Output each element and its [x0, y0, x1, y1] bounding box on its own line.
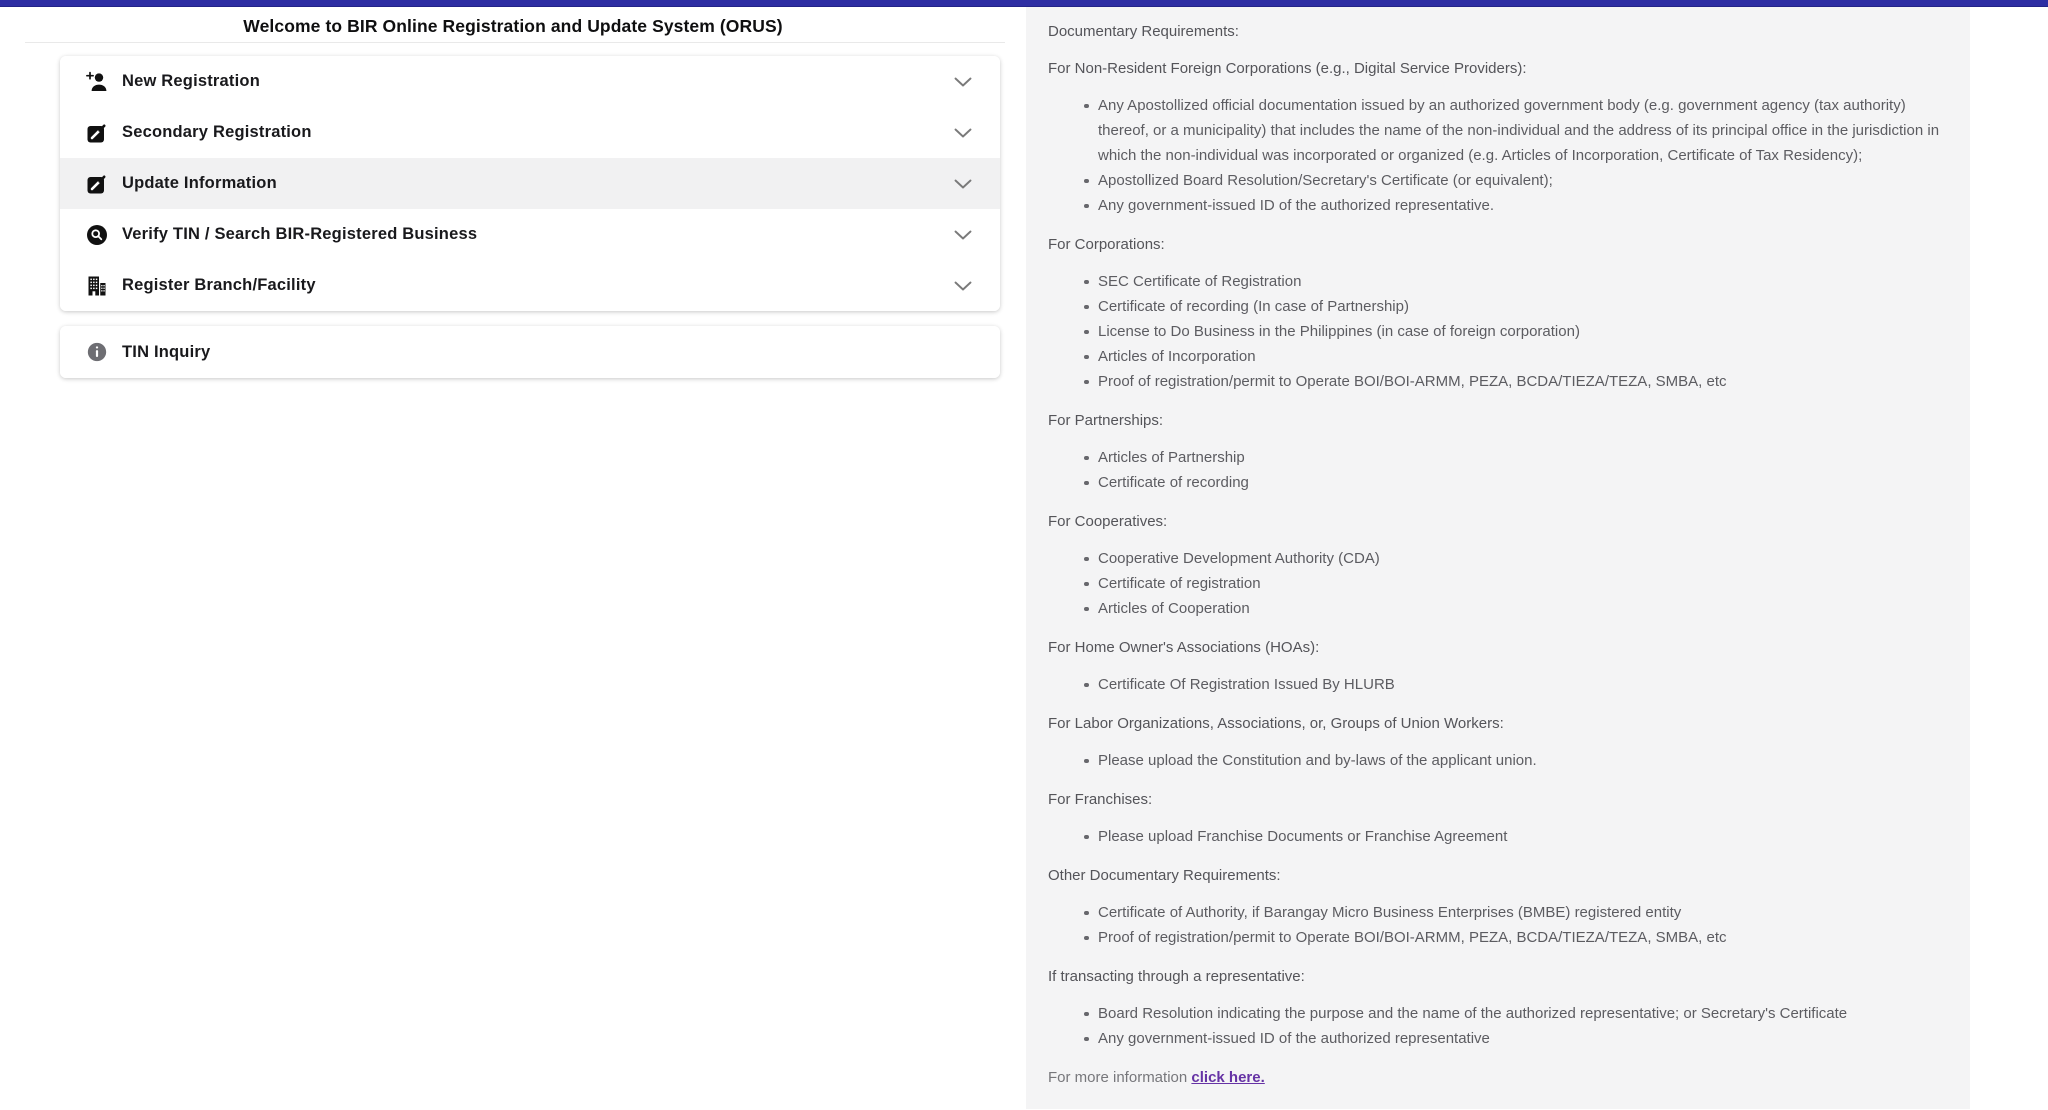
chevron-down-icon	[954, 179, 972, 189]
requirements-section-heading: For Franchises:	[1048, 791, 1153, 808]
menu-item-label: Update Information	[122, 174, 277, 192]
requirement-item: Certificate of Authority, if Barangay Micro Business Enterprises (BMBE) registered entity	[1082, 900, 1940, 925]
requirement-item: Proof of registration/permit to Operate BOI/BOI-ARMM, PEZA, BCDA/TIEZA/TEZA, SMBA, etc	[1082, 925, 1940, 950]
requirements-list	[1048, 824, 1940, 849]
requirements-list	[1048, 748, 1940, 773]
click-here-link[interactable]: click here.	[1191, 1069, 1265, 1086]
tin-inquiry-card	[60, 326, 1000, 378]
menu-item-update-information[interactable]	[60, 158, 1000, 209]
requirements-list	[1048, 1001, 1940, 1051]
requirements-section-heading: For Corporations:	[1048, 236, 1165, 253]
more-info-footer	[1048, 1065, 1940, 1090]
menu-item-secondary-registration[interactable]	[60, 107, 1000, 158]
page-title: Welcome to BIR Online Registration and Update System (ORUS)	[243, 16, 783, 36]
requirement-item: Please upload the Constitution and by-laws of the applicant union.	[1082, 748, 1940, 773]
menu-item-tin-inquiry[interactable]	[60, 326, 1000, 378]
requirement-item: Articles of Partnership	[1082, 445, 1940, 470]
requirements-list	[1048, 546, 1940, 621]
chevron-down-icon	[954, 281, 972, 291]
requirements-section-heading: For Cooperatives:	[1048, 513, 1168, 530]
requirements-list	[1048, 672, 1940, 697]
requirements-list	[1048, 900, 1940, 950]
requirements-section-heading: For Non-Resident Foreign Corporations (e.g., Digital Service Providers):	[1048, 60, 1527, 77]
requirement-item: Apostollized Board Resolution/Secretary's Certificate (or equivalent);	[1082, 168, 1940, 193]
requirement-item: Certificate of recording	[1082, 470, 1940, 495]
requirements-list	[1048, 93, 1940, 218]
requirement-item: Cooperative Development Authority (CDA)	[1082, 546, 1940, 571]
requirements-section	[1048, 635, 1940, 697]
top-accent-bar	[0, 0, 2048, 7]
chevron-down-icon	[954, 128, 972, 138]
chevron-down-icon	[954, 230, 972, 240]
requirements-panel	[1026, 7, 1970, 1109]
info-icon	[85, 340, 109, 364]
requirements-section	[1048, 509, 1940, 621]
requirement-item: Certificate of registration	[1082, 571, 1940, 596]
requirements-section	[1048, 863, 1940, 950]
requirements-list	[1048, 269, 1940, 394]
building-icon	[85, 274, 109, 298]
requirement-item: Articles of Incorporation	[1082, 344, 1940, 369]
menu-item-label: Register Branch/Facility	[122, 276, 316, 294]
menu-item-new-registration[interactable]	[60, 56, 1000, 107]
requirements-section-heading: For Home Owner's Associations (HOAs):	[1048, 639, 1320, 656]
chevron-down-icon	[954, 77, 972, 87]
requirement-item: Any Apostollized official documentation issued by an authorized government body (e.g. government agency (tax authority) thereof, or a municipality) that includes the name of the non-individual and the address of its principal office in the jurisdiction in which the non-individual was incorporated or organized (e.g. Articles of Incorporation, Certificate of Tax Residency);	[1082, 93, 1940, 168]
accordion-menu	[60, 56, 1000, 311]
requirement-item: Certificate Of Registration Issued By HLURB	[1082, 672, 1940, 697]
requirements-section	[1048, 408, 1940, 495]
requirements-section-heading: If transacting through a representative:	[1048, 968, 1305, 985]
requirements-section	[1048, 711, 1940, 773]
requirements-section	[1048, 787, 1940, 849]
menu-item-label: New Registration	[122, 72, 260, 90]
requirement-item: Any government-issued ID of the authorized representative	[1082, 1026, 1940, 1051]
edit-icon	[85, 172, 109, 196]
right-gutter	[1970, 7, 2048, 1109]
main-menu-column	[0, 7, 1026, 1109]
requirement-item: Certificate of recording (In case of Partnership)	[1082, 294, 1940, 319]
requirements-section	[1048, 232, 1940, 394]
requirement-item: License to Do Business in the Philippines (in case of foreign corporation)	[1082, 319, 1940, 344]
menu-item-label: Secondary Registration	[122, 123, 312, 141]
title-divider	[25, 42, 1005, 43]
requirements-section	[1048, 964, 1940, 1051]
requirement-item: Proof of registration/permit to Operate BOI/BOI-ARMM, PEZA, BCDA/TIEZA/TEZA, SMBA, etc	[1082, 369, 1940, 394]
requirements-section-heading: For Labor Organizations, Associations, or, Groups of Union Workers:	[1048, 715, 1504, 732]
more-info-text: For more information	[1048, 1069, 1188, 1086]
menu-item-register-branch-facility[interactable]	[60, 260, 1000, 311]
requirement-item: Any government-issued ID of the authorized representative.	[1082, 193, 1940, 218]
requirements-section-heading: Other Documentary Requirements:	[1048, 867, 1281, 884]
person-add-icon	[85, 70, 109, 94]
requirement-item: SEC Certificate of Registration	[1082, 269, 1940, 294]
requirements-list	[1048, 445, 1940, 495]
requirement-item: Articles of Cooperation	[1082, 596, 1940, 621]
requirements-section-heading: For Partnerships:	[1048, 412, 1164, 429]
search-circle-icon	[85, 223, 109, 247]
edit-icon	[85, 121, 109, 145]
menu-item-label: TIN Inquiry	[122, 342, 211, 361]
requirements-panel-title: Documentary Requirements:	[1048, 23, 1239, 40]
menu-item-label: Verify TIN / Search BIR-Registered Business	[122, 225, 478, 243]
requirement-item: Please upload Franchise Documents or Franchise Agreement	[1082, 824, 1940, 849]
requirements-section	[1048, 56, 1940, 218]
requirement-item: Board Resolution indicating the purpose and the name of the authorized representative; or Secretary's Certificate	[1082, 1001, 1940, 1026]
menu-item-verify-tin-search-bir-registered-business[interactable]	[60, 209, 1000, 260]
